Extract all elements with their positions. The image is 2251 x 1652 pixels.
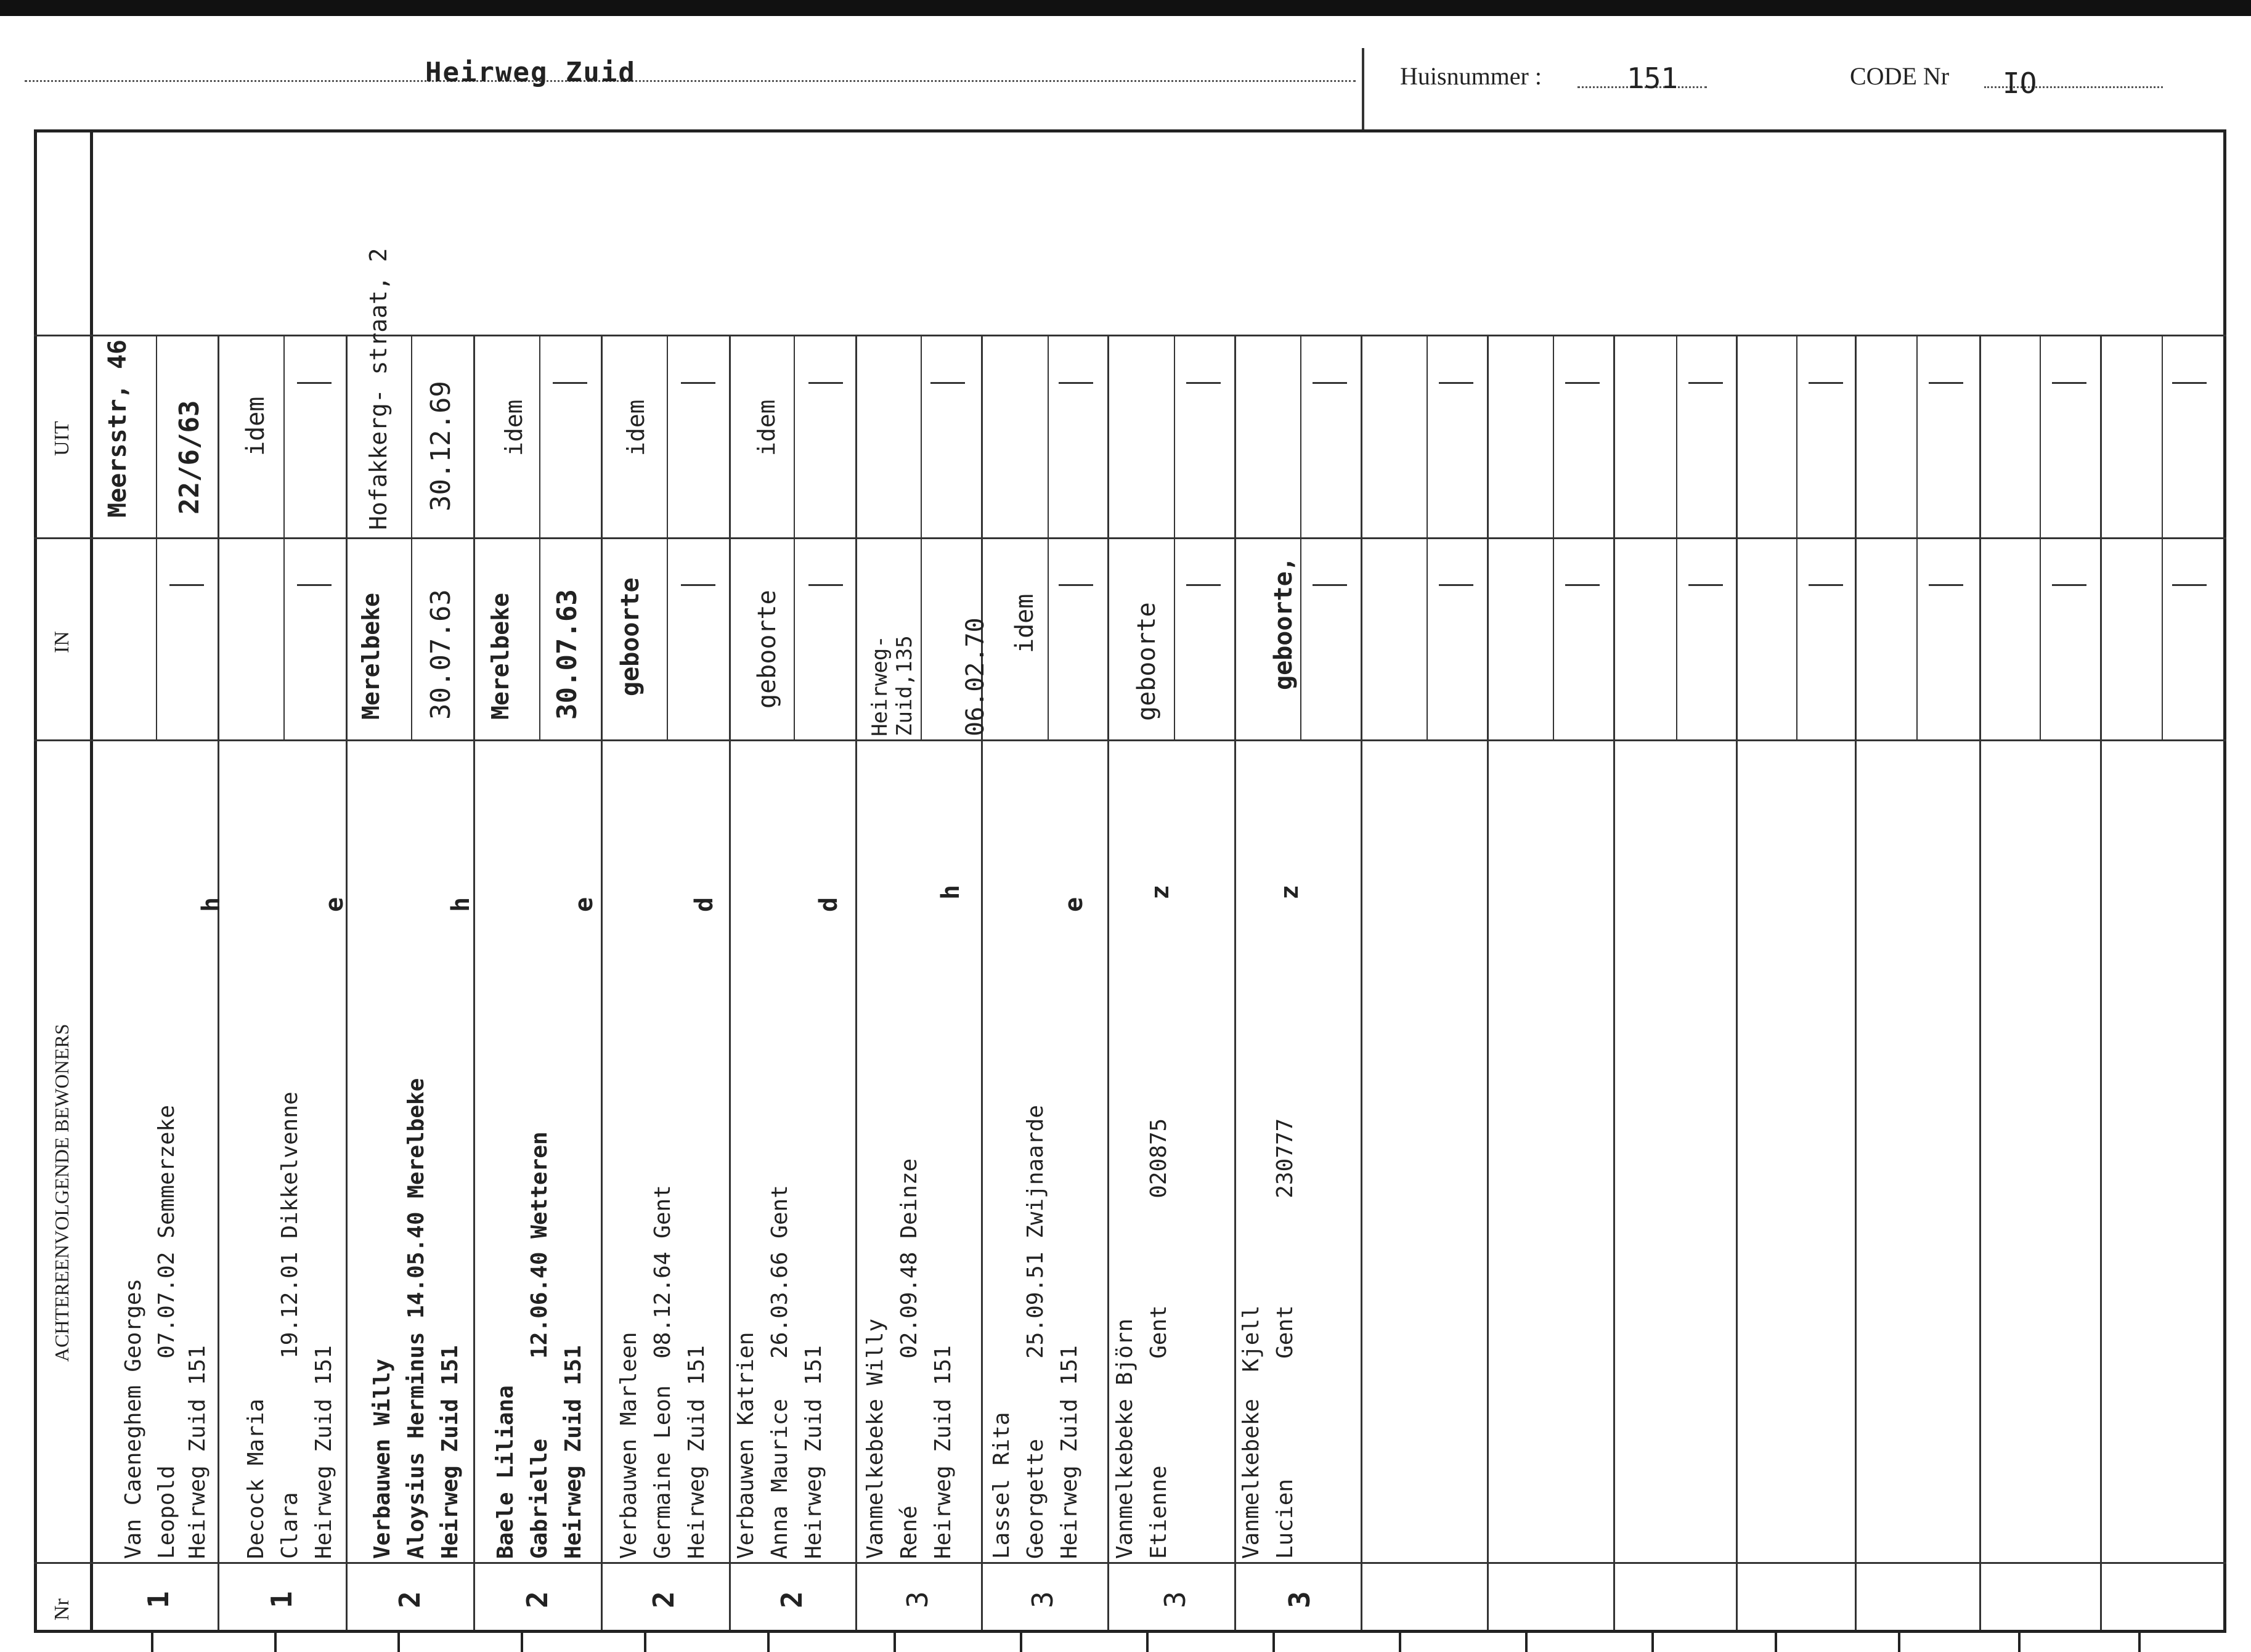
resident-line3: Heirweg Zuid 151 xyxy=(561,1345,586,1559)
half-col-divider xyxy=(1796,335,1797,739)
uit-place: idem xyxy=(753,399,780,456)
resident-line1: Van Caeneghem Georges xyxy=(121,1278,146,1559)
empty-dash xyxy=(297,382,332,384)
street-dotted-line xyxy=(25,80,1356,82)
table-right-border xyxy=(2223,129,2226,1633)
resident-sex: e xyxy=(570,897,598,912)
table-top-border xyxy=(34,129,2226,132)
empty-dash xyxy=(1313,584,1347,586)
residents-section-top xyxy=(34,739,2226,741)
code-label: CODE Nr xyxy=(1850,62,1950,90)
residents-section-label: ACHTEREENVOLGENDE BEWONERS xyxy=(51,1023,73,1362)
resident-line2: Lucien Gent 230777 xyxy=(1272,1118,1298,1559)
tick xyxy=(1775,1630,1777,1652)
resident-sex: e xyxy=(1060,897,1088,912)
empty-dash xyxy=(297,584,332,586)
in-date: 30.07.63 xyxy=(552,589,583,720)
huisnummer-label: Huisnummer : xyxy=(1400,62,1542,90)
uit-place: Hofakkerg- straat, 2 xyxy=(365,248,392,530)
tick xyxy=(644,1630,646,1652)
resident-sex: z xyxy=(1276,884,1304,900)
tick xyxy=(2018,1630,2021,1652)
col-divider xyxy=(218,335,219,1630)
in-place: Heirweg- Zuid,135 xyxy=(868,635,917,736)
huisnummer-value: 151 xyxy=(1627,62,1679,95)
resident-sex: d xyxy=(690,897,718,912)
empty-dash xyxy=(2172,382,2207,384)
in-date: 06.02.70 xyxy=(961,617,990,736)
in-section-top xyxy=(34,537,2226,539)
col-divider xyxy=(855,335,857,1630)
half-col-divider xyxy=(1427,335,1428,739)
entry-nr: 3 xyxy=(901,1591,934,1608)
header-divider xyxy=(1362,48,1364,132)
half-col-divider xyxy=(1916,335,1918,739)
resident-sex: e xyxy=(320,897,349,912)
in-place: geboorte xyxy=(1133,602,1161,721)
col-divider xyxy=(1234,335,1236,1630)
scan-top-border xyxy=(0,0,2251,16)
resident-line2: Aloysius Herminus 14.05.40 Merelbeke xyxy=(404,1078,429,1559)
street-name: Heirweg Zuid xyxy=(425,57,636,88)
tick xyxy=(1399,1630,1401,1652)
table-label-column-border xyxy=(90,129,93,1633)
code-value: IO xyxy=(2003,67,2037,100)
empty-dash xyxy=(1688,382,1723,384)
col-divider xyxy=(346,335,348,1630)
in-place: Merelbeke xyxy=(487,593,514,720)
resident-sex: z xyxy=(1146,884,1174,900)
col-divider xyxy=(1855,335,1857,1630)
tick xyxy=(1272,1630,1275,1652)
empty-dash xyxy=(1565,382,1600,384)
in-place: geboorte, xyxy=(1269,556,1298,690)
tick xyxy=(1525,1630,1528,1652)
empty-dash xyxy=(1313,382,1347,384)
col-divider xyxy=(729,335,731,1630)
resident-sex: h xyxy=(197,897,226,912)
empty-dash xyxy=(1809,382,1843,384)
col-divider xyxy=(1979,335,1981,1630)
uit-place: idem xyxy=(622,399,649,456)
empty-dash xyxy=(1439,382,1473,384)
resident-sex: h xyxy=(937,884,965,900)
resident-line3: Heirweg Zuid 151 xyxy=(438,1345,463,1559)
entry-nr: 1 xyxy=(142,1591,175,1608)
tick xyxy=(1020,1630,1022,1652)
uit-date: 22/6/63 xyxy=(174,400,205,515)
empty-dash xyxy=(2052,584,2086,586)
resident-line3: Heirweg Zuid 151 xyxy=(311,1345,336,1559)
empty-dash xyxy=(1688,584,1723,586)
resident-line1: Verbauwen Marleen xyxy=(616,1332,641,1559)
empty-dash xyxy=(1809,584,1843,586)
half-col-divider xyxy=(156,335,157,739)
in-date: 30.07.63 xyxy=(425,589,457,720)
empty-dash xyxy=(1439,584,1473,586)
resident-line1: Verbauwen Katrien xyxy=(733,1332,759,1559)
uit-place: idem xyxy=(500,399,527,456)
nr-section-top xyxy=(34,1562,2226,1564)
empty-dash xyxy=(681,382,715,384)
half-col-divider xyxy=(2162,335,2163,739)
empty-dash xyxy=(808,584,843,586)
tick xyxy=(151,1630,153,1652)
in-place: geboorte xyxy=(753,590,781,709)
in-place: Merelbeke xyxy=(357,593,385,720)
empty-dash xyxy=(930,382,965,384)
empty-dash xyxy=(681,584,715,586)
half-col-divider xyxy=(794,335,795,739)
entry-nr: 2 xyxy=(775,1591,808,1608)
empty-dash xyxy=(1929,382,1963,384)
half-col-divider xyxy=(411,335,412,739)
resident-line2: Clara 19.12.01 Dikkelvenne xyxy=(277,1091,303,1559)
entry-nr: 2 xyxy=(647,1591,680,1608)
col-divider xyxy=(981,335,983,1630)
half-col-divider xyxy=(539,335,540,739)
tick xyxy=(274,1630,277,1652)
resident-line1: Decock Maria xyxy=(243,1398,269,1559)
resident-line3: Heirweg Zuid 151 xyxy=(801,1345,826,1559)
resident-line2: Germaine Leon 08.12.64 Gent xyxy=(650,1185,675,1559)
empty-dash xyxy=(1565,584,1600,586)
resident-line3: Heirweg Zuid 151 xyxy=(185,1345,210,1559)
resident-line1: Baele Liliana xyxy=(493,1385,518,1559)
resident-line3: Heirweg Zuid 151 xyxy=(930,1345,956,1559)
col-divider xyxy=(1361,335,1362,1630)
col-divider xyxy=(601,335,603,1630)
col-divider xyxy=(1107,335,1109,1630)
resident-sex: h xyxy=(447,897,475,912)
nr-section-label: Nr xyxy=(51,1598,73,1621)
resident-line3: Heirweg Zuid 151 xyxy=(1057,1345,1082,1559)
resident-line2: Georgette 25.09.51 Zwijnaarde xyxy=(1023,1105,1048,1559)
tick xyxy=(1146,1630,1149,1652)
entry-nr: 1 xyxy=(265,1591,298,1608)
col-divider xyxy=(1613,335,1615,1630)
half-col-divider xyxy=(1048,335,1049,739)
tick xyxy=(1898,1630,1900,1652)
half-col-divider xyxy=(1300,335,1301,739)
in-section-label: IN xyxy=(51,631,73,653)
half-col-divider xyxy=(283,335,285,739)
resident-line1: Vanmelkebeke Willy xyxy=(863,1318,888,1559)
col-divider xyxy=(1487,335,1489,1630)
table-left-border xyxy=(34,129,37,1633)
tick xyxy=(397,1630,400,1652)
empty-dash xyxy=(1186,382,1221,384)
col-divider xyxy=(2100,335,2102,1630)
resident-line2: Etienne Gent 020875 xyxy=(1146,1118,1171,1559)
half-col-divider xyxy=(2040,335,2041,739)
uit-place: idem xyxy=(242,396,270,456)
col-divider xyxy=(473,335,475,1630)
empty-dash xyxy=(2172,584,2207,586)
col-divider xyxy=(1736,335,1738,1630)
resident-line1: Lassel Rita xyxy=(989,1412,1014,1559)
uit-date: 30.12.69 xyxy=(425,381,457,511)
resident-line1: Vanmelkebeke Kjell xyxy=(1239,1305,1264,1559)
entry-nr: 3 xyxy=(1283,1591,1316,1608)
resident-line3: Heirweg Zuid 151 xyxy=(684,1345,709,1559)
tick xyxy=(767,1630,770,1652)
half-col-divider xyxy=(667,335,668,739)
uit-place: Meersstr, 46 xyxy=(104,340,132,518)
resident-line1: Vanmelkebeke Björn xyxy=(1112,1318,1138,1559)
resident-line1: Verbauwen Willy xyxy=(370,1358,395,1559)
empty-dash xyxy=(1929,584,1963,586)
entry-nr: 3 xyxy=(1026,1591,1059,1608)
entry-nr: 2 xyxy=(393,1591,426,1608)
tick xyxy=(2138,1630,2141,1652)
in-place: idem xyxy=(1011,593,1039,653)
resident-line2: Anna Maurice 26.03.66 Gent xyxy=(767,1185,792,1559)
empty-dash xyxy=(1059,382,1093,384)
empty-dash xyxy=(553,382,587,384)
resident-line2: Leopold 07.07.02 Semmerzeke xyxy=(154,1105,179,1559)
half-col-divider xyxy=(1174,335,1175,739)
entry-nr: 2 xyxy=(521,1591,554,1608)
entry-nr: 3 xyxy=(1158,1591,1192,1608)
uit-section-top xyxy=(34,335,2226,336)
empty-dash xyxy=(2052,382,2086,384)
tick xyxy=(893,1630,896,1652)
tick xyxy=(1651,1630,1654,1652)
resident-line2: Gabrielle 12.06.40 Wetteren xyxy=(527,1131,552,1559)
empty-dash xyxy=(169,584,204,586)
half-col-divider xyxy=(921,335,922,739)
resident-sex: d xyxy=(815,897,843,912)
uit-section-label: UIT xyxy=(51,421,73,456)
tick xyxy=(521,1630,523,1652)
empty-dash xyxy=(808,382,843,384)
in-place: geboorte xyxy=(616,577,645,696)
half-col-divider xyxy=(1676,335,1677,739)
half-col-divider xyxy=(1553,335,1554,739)
resident-line2: René 02.09.48 Deinze xyxy=(897,1158,922,1559)
empty-dash xyxy=(1186,584,1221,586)
empty-dash xyxy=(1059,584,1093,586)
